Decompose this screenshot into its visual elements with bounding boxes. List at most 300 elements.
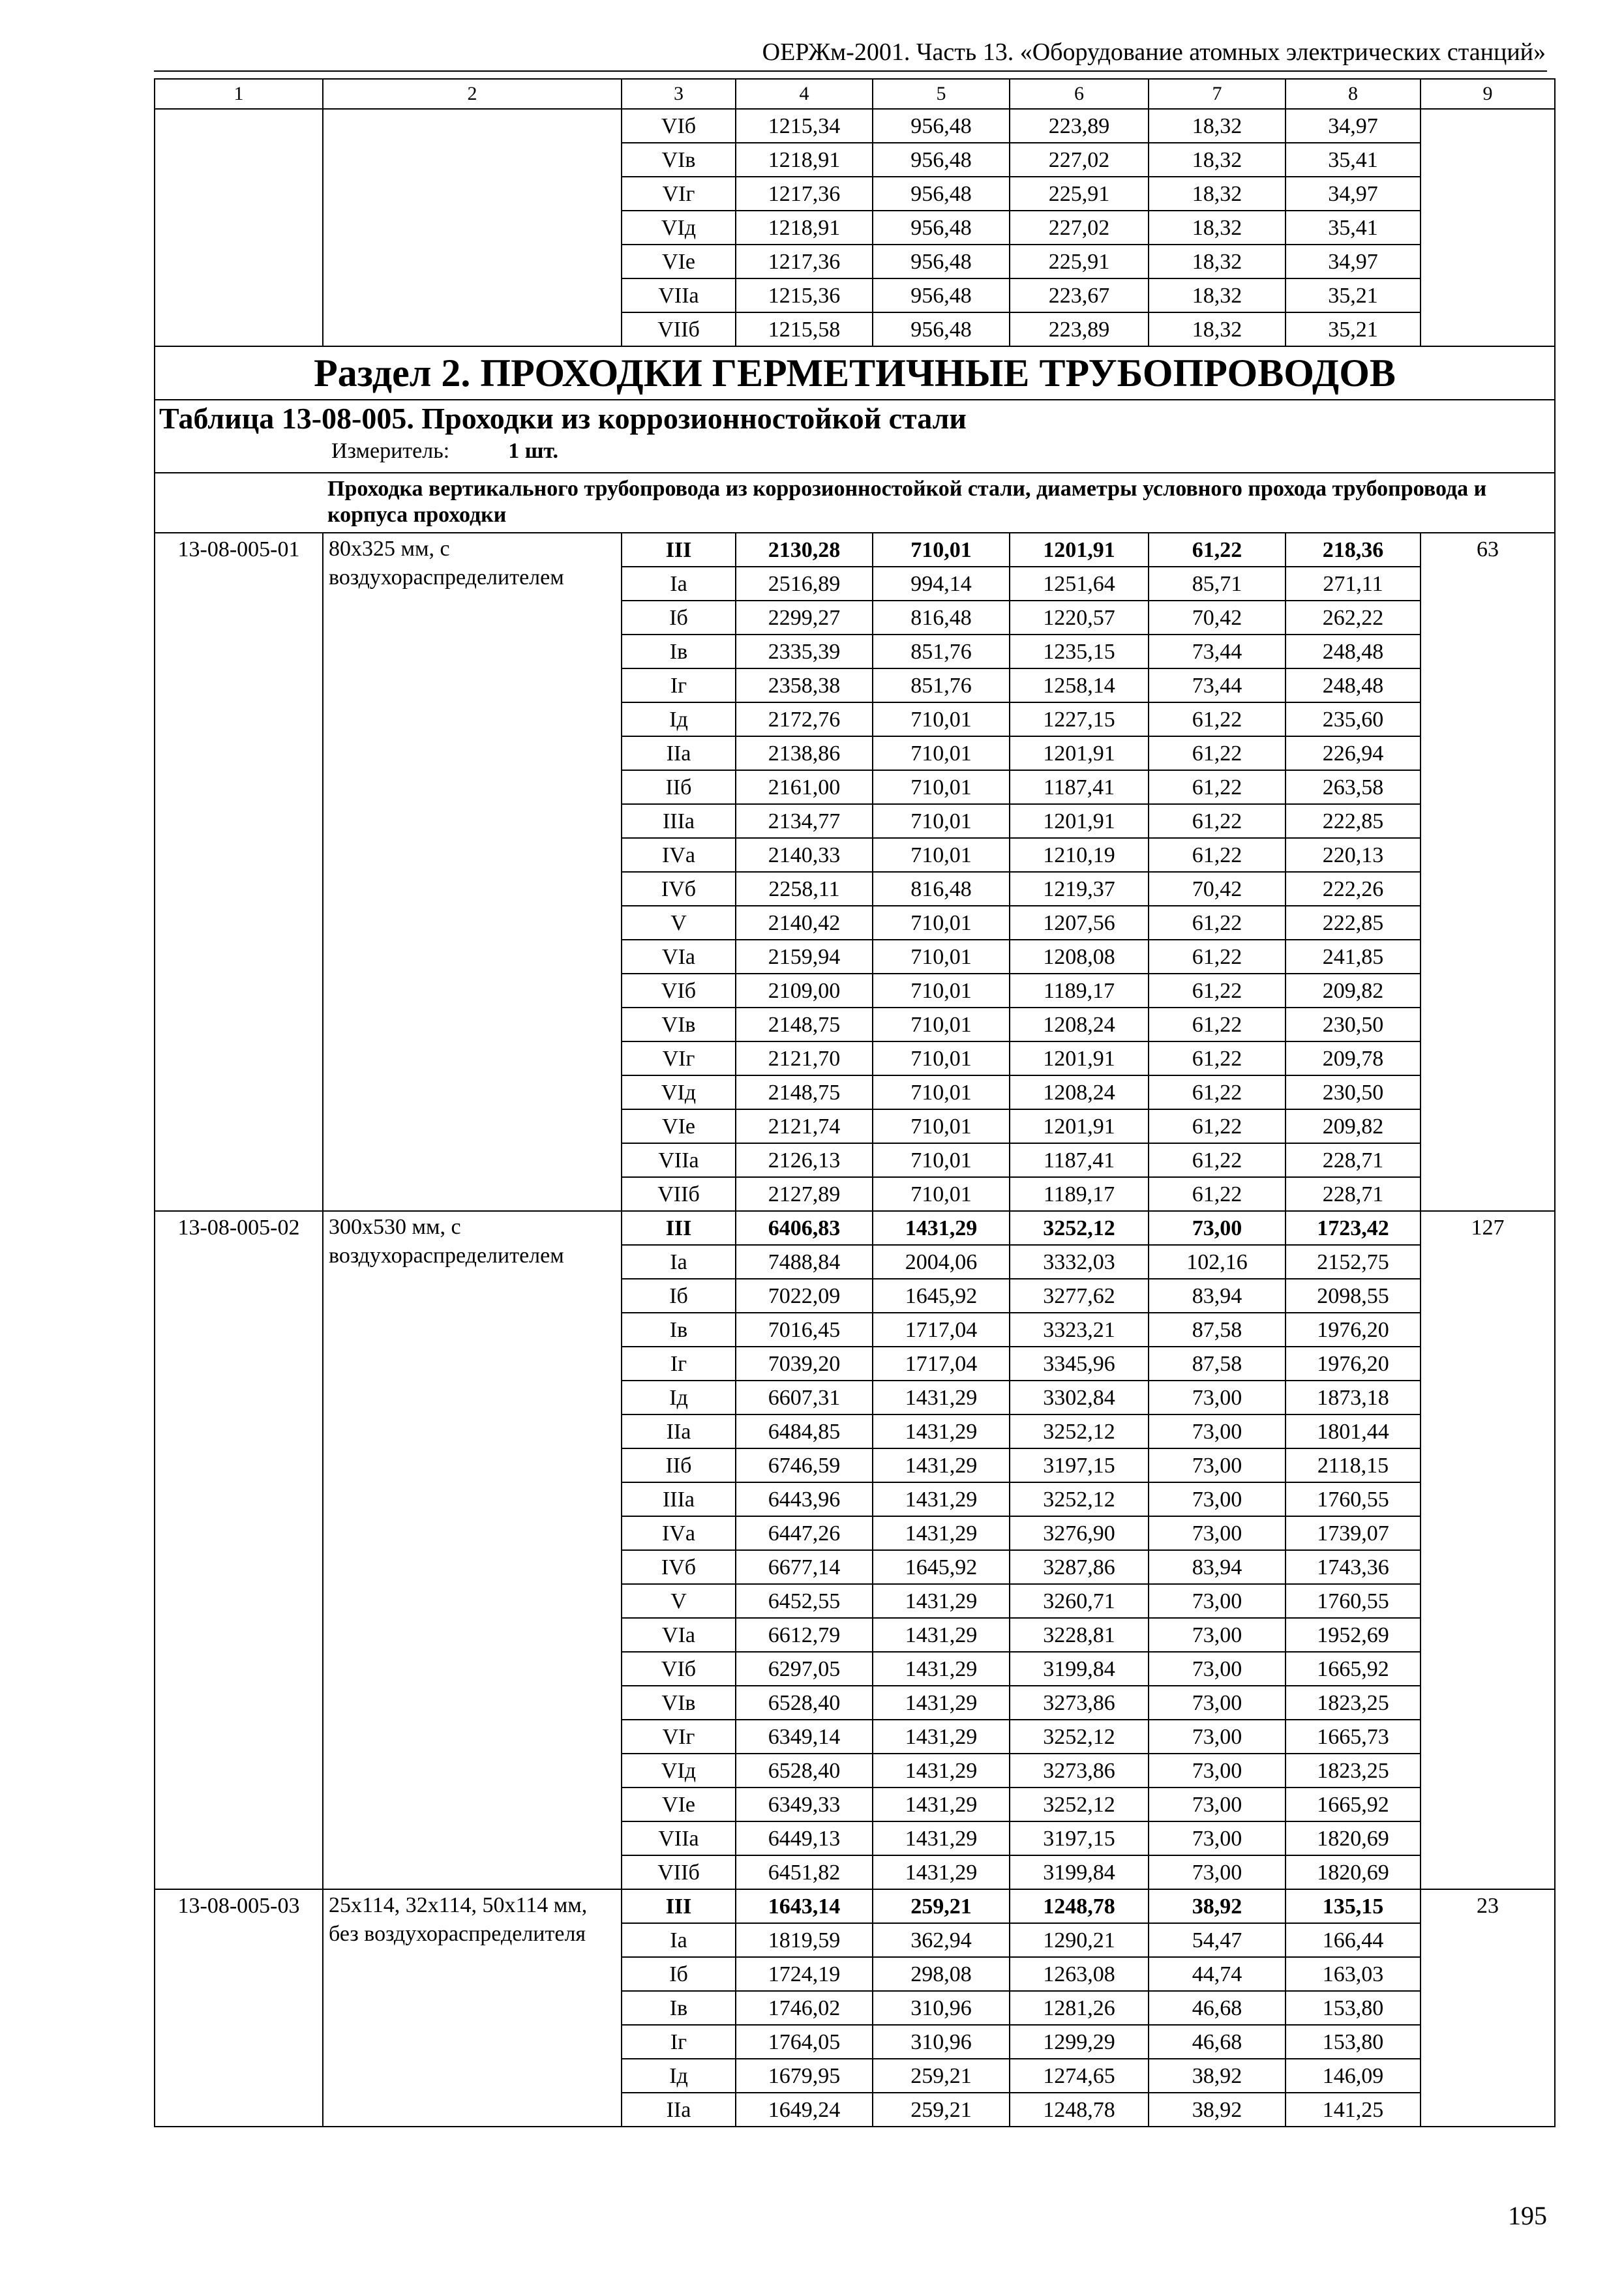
- value-cell: 61,22: [1149, 1143, 1286, 1177]
- value-cell: 310,96: [873, 1991, 1010, 2025]
- value-cell: 2121,74: [736, 1109, 873, 1143]
- zone-cell: Iа: [622, 567, 736, 601]
- value-cell: 1215,36: [736, 278, 873, 312]
- value-cell: 6452,55: [736, 1584, 873, 1618]
- count-cell: 23: [1421, 1889, 1555, 2127]
- value-cell: 3228,81: [1010, 1618, 1149, 1652]
- value-cell: 2127,89: [736, 1177, 873, 1211]
- value-cell: 956,48: [873, 211, 1010, 245]
- zone-cell: VIд: [622, 1075, 736, 1109]
- column-number: 5: [873, 79, 1010, 109]
- zone-cell: VIб: [622, 974, 736, 1008]
- value-cell: 1431,29: [873, 1618, 1010, 1652]
- value-cell: 1263,08: [1010, 1957, 1149, 1991]
- value-cell: 710,01: [873, 770, 1010, 804]
- value-cell: 1251,64: [1010, 567, 1149, 601]
- value-cell: 73,00: [1149, 1516, 1286, 1550]
- value-cell: 710,01: [873, 736, 1010, 770]
- value-cell: 6607,31: [736, 1381, 873, 1414]
- value-cell: 1201,91: [1010, 804, 1149, 838]
- column-number: 3: [622, 79, 736, 109]
- value-cell: 227,02: [1010, 211, 1149, 245]
- zone-cell: III: [622, 533, 736, 567]
- value-cell: 7022,09: [736, 1279, 873, 1313]
- table-title-cell: [155, 400, 1555, 473]
- value-cell: 218,36: [1286, 533, 1421, 567]
- value-cell: 209,82: [1286, 974, 1421, 1008]
- zone-cell: VIе: [622, 245, 736, 278]
- value-cell: 1431,29: [873, 1754, 1010, 1788]
- zone-cell: IVб: [622, 1550, 736, 1584]
- value-cell: 3199,84: [1010, 1855, 1149, 1889]
- table-title: Таблица 13-08-005. Проходки из коррозионностойкой стали: [159, 402, 967, 435]
- value-cell: 61,22: [1149, 1177, 1286, 1211]
- zone-cell: IIб: [622, 1448, 736, 1482]
- value-cell: 2335,39: [736, 635, 873, 668]
- value-cell: 2172,76: [736, 702, 873, 736]
- value-cell: 7016,45: [736, 1313, 873, 1347]
- description-row: [155, 473, 1555, 533]
- value-cell: 1290,21: [1010, 1923, 1149, 1957]
- value-cell: 262,22: [1286, 601, 1421, 635]
- zone-cell: III: [622, 1889, 736, 1923]
- value-cell: 228,71: [1286, 1177, 1421, 1211]
- zone-cell: IIб: [622, 770, 736, 804]
- value-cell: 2258,11: [736, 872, 873, 906]
- table-row: [155, 1889, 1555, 1923]
- value-cell: 7488,84: [736, 1245, 873, 1279]
- value-cell: 259,21: [873, 2059, 1010, 2093]
- value-cell: 3273,86: [1010, 1754, 1149, 1788]
- zone-cell: Iд: [622, 2059, 736, 2093]
- code-cell: 13-08-005-02: [155, 1211, 323, 1889]
- value-cell: 1215,34: [736, 109, 873, 143]
- value-cell: 1258,14: [1010, 668, 1149, 702]
- value-cell: 2152,75: [1286, 1245, 1421, 1279]
- value-cell: 44,74: [1149, 1957, 1286, 1991]
- value-cell: 362,94: [873, 1923, 1010, 1957]
- description: Проходка вертикального трубопровода из коррозионностойкой стали, диаметры условного прохода трубопровода и корпуса проходки: [155, 473, 1555, 533]
- value-cell: 222,85: [1286, 906, 1421, 940]
- zone-cell: IVа: [622, 838, 736, 872]
- value-cell: 248,48: [1286, 668, 1421, 702]
- value-cell: 710,01: [873, 1008, 1010, 1041]
- value-cell: 46,68: [1149, 1991, 1286, 2025]
- value-cell: 1217,36: [736, 245, 873, 278]
- value-cell: 73,00: [1149, 1652, 1286, 1686]
- value-cell: 310,96: [873, 2025, 1010, 2059]
- value-cell: 83,94: [1149, 1279, 1286, 1313]
- value-cell: 1248,78: [1010, 2093, 1149, 2127]
- value-cell: 2148,75: [736, 1008, 873, 1041]
- value-cell: 1431,29: [873, 1584, 1010, 1618]
- value-cell: 3345,96: [1010, 1347, 1149, 1381]
- value-cell: 73,44: [1149, 635, 1286, 668]
- value-cell: 18,32: [1149, 143, 1286, 177]
- name-cell: 80х325 мм, с воздухораспределителем: [323, 533, 622, 1211]
- value-cell: 259,21: [873, 2093, 1010, 2127]
- value-cell: 61,22: [1149, 906, 1286, 940]
- value-cell: 1431,29: [873, 1855, 1010, 1889]
- value-cell: 46,68: [1149, 2025, 1286, 2059]
- zone-cell: Iд: [622, 1381, 736, 1414]
- value-cell: 6443,96: [736, 1482, 873, 1516]
- value-cell: 3323,21: [1010, 1313, 1149, 1347]
- value-cell: 3276,90: [1010, 1516, 1149, 1550]
- value-cell: 271,11: [1286, 567, 1421, 601]
- value-cell: 6484,85: [736, 1414, 873, 1448]
- value-cell: 230,50: [1286, 1075, 1421, 1109]
- name-cell: 25х114, 32х114, 50х114 мм, без воздухораспределителя: [323, 1889, 622, 2127]
- value-cell: 1281,26: [1010, 1991, 1149, 2025]
- zone-cell: VIIа: [622, 278, 736, 312]
- value-cell: 225,91: [1010, 177, 1149, 211]
- value-cell: 1643,14: [736, 1889, 873, 1923]
- value-cell: 220,13: [1286, 838, 1421, 872]
- value-cell: 73,00: [1149, 1788, 1286, 1821]
- value-cell: 1823,25: [1286, 1754, 1421, 1788]
- value-cell: 1431,29: [873, 1482, 1010, 1516]
- value-cell: 153,80: [1286, 1991, 1421, 2025]
- value-cell: 35,41: [1286, 143, 1421, 177]
- unit-value: 1 шт.: [508, 439, 559, 463]
- value-cell: 248,48: [1286, 635, 1421, 668]
- value-cell: 710,01: [873, 1075, 1010, 1109]
- value-cell: 35,41: [1286, 211, 1421, 245]
- value-cell: 6349,14: [736, 1720, 873, 1754]
- column-number: 7: [1149, 79, 1286, 109]
- value-cell: 227,02: [1010, 143, 1149, 177]
- value-cell: 1431,29: [873, 1211, 1010, 1245]
- value-cell: 73,00: [1149, 1482, 1286, 1516]
- zone-cell: Iд: [622, 702, 736, 736]
- value-cell: 73,00: [1149, 1754, 1286, 1788]
- value-cell: 34,97: [1286, 109, 1421, 143]
- value-cell: 710,01: [873, 838, 1010, 872]
- value-cell: 61,22: [1149, 702, 1286, 736]
- zone-cell: VIа: [622, 1618, 736, 1652]
- value-cell: 35,21: [1286, 312, 1421, 346]
- value-cell: 3197,15: [1010, 1448, 1149, 1482]
- value-cell: 241,85: [1286, 940, 1421, 974]
- value-cell: 1189,17: [1010, 1177, 1149, 1211]
- value-cell: 3252,12: [1010, 1211, 1149, 1245]
- zone-cell: IIа: [622, 2093, 736, 2127]
- zone-cell: Iа: [622, 1245, 736, 1279]
- value-cell: 222,26: [1286, 872, 1421, 906]
- value-cell: 710,01: [873, 906, 1010, 940]
- value-cell: 1431,29: [873, 1788, 1010, 1821]
- value-cell: 3287,86: [1010, 1550, 1149, 1584]
- value-cell: 146,09: [1286, 2059, 1421, 2093]
- zone-cell: VIв: [622, 143, 736, 177]
- value-cell: 38,92: [1149, 2059, 1286, 2093]
- value-cell: 6528,40: [736, 1754, 873, 1788]
- value-cell: 1717,04: [873, 1347, 1010, 1381]
- value-cell: 1952,69: [1286, 1618, 1421, 1652]
- value-cell: 166,44: [1286, 1923, 1421, 1957]
- value-cell: 34,97: [1286, 177, 1421, 211]
- zone-cell: Iб: [622, 1957, 736, 1991]
- value-cell: 3273,86: [1010, 1686, 1149, 1720]
- value-cell: 73,00: [1149, 1211, 1286, 1245]
- zone-cell: VIд: [622, 211, 736, 245]
- value-cell: 1724,19: [736, 1957, 873, 1991]
- zone-cell: Iг: [622, 668, 736, 702]
- value-cell: 2121,70: [736, 1041, 873, 1075]
- zone-cell: Iг: [622, 2025, 736, 2059]
- value-cell: 1219,37: [1010, 872, 1149, 906]
- value-cell: 3197,15: [1010, 1821, 1149, 1855]
- value-cell: 2130,28: [736, 533, 873, 567]
- value-cell: 3252,12: [1010, 1788, 1149, 1821]
- code-cell: 13-08-005-03: [155, 1889, 323, 2127]
- zone-cell: IIIа: [622, 1482, 736, 1516]
- value-cell: 61,22: [1149, 1041, 1286, 1075]
- value-cell: 3252,12: [1010, 1482, 1149, 1516]
- value-cell: 710,01: [873, 974, 1010, 1008]
- zone-cell: IVб: [622, 872, 736, 906]
- value-cell: 1679,95: [736, 2059, 873, 2093]
- value-cell: 135,15: [1286, 1889, 1421, 1923]
- value-cell: 18,32: [1149, 245, 1286, 278]
- value-cell: 73,00: [1149, 1448, 1286, 1482]
- value-cell: 1431,29: [873, 1448, 1010, 1482]
- zone-cell: Iа: [622, 1923, 736, 1957]
- value-cell: 6297,05: [736, 1652, 873, 1686]
- value-cell: 1723,42: [1286, 1211, 1421, 1245]
- value-cell: 18,32: [1149, 312, 1286, 346]
- zone-cell: VIг: [622, 1041, 736, 1075]
- zone-cell: VIг: [622, 177, 736, 211]
- value-cell: 1665,73: [1286, 1720, 1421, 1754]
- zone-cell: VIIб: [622, 1855, 736, 1889]
- value-cell: 6447,26: [736, 1516, 873, 1550]
- value-cell: 6677,14: [736, 1550, 873, 1584]
- value-cell: 710,01: [873, 1143, 1010, 1177]
- value-cell: 1431,29: [873, 1381, 1010, 1414]
- value-cell: 3252,12: [1010, 1414, 1149, 1448]
- name-cell: [323, 109, 622, 346]
- column-number: 2: [323, 79, 622, 109]
- value-cell: 1739,07: [1286, 1516, 1421, 1550]
- value-cell: 710,01: [873, 940, 1010, 974]
- value-cell: 1235,15: [1010, 635, 1149, 668]
- value-cell: 230,50: [1286, 1008, 1421, 1041]
- header-rule: [154, 70, 1547, 72]
- value-cell: 1760,55: [1286, 1482, 1421, 1516]
- zone-cell: Iг: [622, 1347, 736, 1381]
- count-cell: 63: [1421, 533, 1555, 1211]
- value-cell: 3277,62: [1010, 1279, 1149, 1313]
- value-cell: 1976,20: [1286, 1313, 1421, 1347]
- value-cell: 54,47: [1149, 1923, 1286, 1957]
- zone-cell: VIв: [622, 1008, 736, 1041]
- value-cell: 956,48: [873, 109, 1010, 143]
- zone-cell: VIв: [622, 1686, 736, 1720]
- zone-cell: VIд: [622, 1754, 736, 1788]
- value-cell: 70,42: [1149, 601, 1286, 635]
- value-cell: 1431,29: [873, 1821, 1010, 1855]
- value-cell: 6528,40: [736, 1686, 873, 1720]
- value-cell: 61,22: [1149, 838, 1286, 872]
- value-cell: 73,00: [1149, 1414, 1286, 1448]
- value-cell: 38,92: [1149, 1889, 1286, 1923]
- value-cell: 85,71: [1149, 567, 1286, 601]
- value-cell: 1207,56: [1010, 906, 1149, 940]
- count-cell: 127: [1421, 1211, 1555, 1889]
- table-title-row: [155, 400, 1555, 473]
- value-cell: 1220,57: [1010, 601, 1149, 635]
- table-row: [155, 1211, 1555, 1245]
- section-row: [155, 346, 1555, 400]
- value-cell: 1299,29: [1010, 2025, 1149, 2059]
- code-cell: 13-08-005-01: [155, 533, 323, 1211]
- value-cell: 61,22: [1149, 533, 1286, 567]
- value-cell: 3332,03: [1010, 1245, 1149, 1279]
- zone-cell: VIе: [622, 1109, 736, 1143]
- value-cell: 2358,38: [736, 668, 873, 702]
- value-cell: 2159,94: [736, 940, 873, 974]
- value-cell: 102,16: [1149, 1245, 1286, 1279]
- count-cell: [1421, 109, 1555, 346]
- value-cell: 3199,84: [1010, 1652, 1149, 1686]
- zone-cell: Iв: [622, 1991, 736, 2025]
- zone-cell: Iб: [622, 1279, 736, 1313]
- value-cell: 1649,24: [736, 2093, 873, 2127]
- value-cell: 2516,89: [736, 567, 873, 601]
- zone-cell: Iв: [622, 1313, 736, 1347]
- value-cell: 7039,20: [736, 1347, 873, 1381]
- value-cell: 1746,02: [736, 1991, 873, 2025]
- value-cell: 35,21: [1286, 278, 1421, 312]
- value-cell: 73,44: [1149, 668, 1286, 702]
- zone-cell: VIIа: [622, 1143, 736, 1177]
- value-cell: 1208,24: [1010, 1008, 1149, 1041]
- name-cell: 300х530 мм, с воздухораспределителем: [323, 1211, 622, 1889]
- value-cell: 1823,25: [1286, 1686, 1421, 1720]
- zone-cell: IIа: [622, 736, 736, 770]
- value-cell: 956,48: [873, 278, 1010, 312]
- value-cell: 1431,29: [873, 1652, 1010, 1686]
- value-cell: 2098,55: [1286, 1279, 1421, 1313]
- value-cell: 3260,71: [1010, 1584, 1149, 1618]
- section-title: Раздел 2. ПРОХОДКИ ГЕРМЕТИЧНЫЕ ТРУБОПРОВОДОВ: [155, 346, 1555, 400]
- value-cell: 6349,33: [736, 1788, 873, 1821]
- value-cell: 1208,08: [1010, 940, 1149, 974]
- column-number: 1: [155, 79, 323, 109]
- value-cell: 61,22: [1149, 1075, 1286, 1109]
- value-cell: 18,32: [1149, 278, 1286, 312]
- value-cell: 1820,69: [1286, 1855, 1421, 1889]
- value-cell: 1218,91: [736, 143, 873, 177]
- value-cell: 61,22: [1149, 804, 1286, 838]
- value-cell: 710,01: [873, 1041, 1010, 1075]
- value-cell: 73,00: [1149, 1855, 1286, 1889]
- column-number: 6: [1010, 79, 1149, 109]
- zone-cell: VIг: [622, 1720, 736, 1754]
- value-cell: 259,21: [873, 1889, 1010, 1923]
- value-cell: 141,25: [1286, 2093, 1421, 2127]
- column-number-row: [155, 79, 1555, 109]
- value-cell: 1248,78: [1010, 1889, 1149, 1923]
- value-cell: 1201,91: [1010, 1109, 1149, 1143]
- zone-cell: VIIб: [622, 1177, 736, 1211]
- value-cell: 1218,91: [736, 211, 873, 245]
- zone-cell: VIа: [622, 940, 736, 974]
- table-row: [155, 533, 1555, 567]
- value-cell: 87,58: [1149, 1347, 1286, 1381]
- zone-cell: Iб: [622, 601, 736, 635]
- zone-cell: Iв: [622, 635, 736, 668]
- value-cell: 956,48: [873, 312, 1010, 346]
- code-cell: [155, 109, 323, 346]
- value-cell: 2126,13: [736, 1143, 873, 1177]
- value-cell: 1187,41: [1010, 1143, 1149, 1177]
- value-cell: 710,01: [873, 702, 1010, 736]
- value-cell: 209,78: [1286, 1041, 1421, 1075]
- value-cell: 1210,19: [1010, 838, 1149, 872]
- unit-row: [159, 437, 1550, 466]
- value-cell: 1760,55: [1286, 1584, 1421, 1618]
- value-cell: 2118,15: [1286, 1448, 1421, 1482]
- value-cell: 2140,42: [736, 906, 873, 940]
- value-cell: 1201,91: [1010, 533, 1149, 567]
- value-cell: 298,08: [873, 1957, 1010, 1991]
- value-cell: 1764,05: [736, 2025, 873, 2059]
- value-cell: 223,89: [1010, 109, 1149, 143]
- zone-cell: VIе: [622, 1788, 736, 1821]
- value-cell: 1820,69: [1286, 1821, 1421, 1855]
- table-row: [155, 109, 1555, 143]
- value-cell: 61,22: [1149, 1109, 1286, 1143]
- value-cell: 851,76: [873, 668, 1010, 702]
- column-number: 4: [736, 79, 873, 109]
- value-cell: 2140,33: [736, 838, 873, 872]
- value-cell: 222,85: [1286, 804, 1421, 838]
- value-cell: 209,82: [1286, 1109, 1421, 1143]
- value-cell: 73,00: [1149, 1686, 1286, 1720]
- value-cell: 61,22: [1149, 1008, 1286, 1041]
- value-cell: 2148,75: [736, 1075, 873, 1109]
- zone-cell: IVа: [622, 1516, 736, 1550]
- value-cell: 816,48: [873, 601, 1010, 635]
- value-cell: 2004,06: [873, 1245, 1010, 1279]
- value-cell: 1208,24: [1010, 1075, 1149, 1109]
- value-cell: 38,92: [1149, 2093, 1286, 2127]
- unit-label: Измеритель:: [331, 439, 450, 463]
- zone-cell: IIа: [622, 1414, 736, 1448]
- value-cell: 1431,29: [873, 1414, 1010, 1448]
- value-cell: 73,00: [1149, 1821, 1286, 1855]
- value-cell: 61,22: [1149, 974, 1286, 1008]
- zone-cell: VIб: [622, 1652, 736, 1686]
- value-cell: 2299,27: [736, 601, 873, 635]
- value-cell: 816,48: [873, 872, 1010, 906]
- value-cell: 1665,92: [1286, 1788, 1421, 1821]
- zone-cell: VIIб: [622, 312, 736, 346]
- value-cell: 1215,58: [736, 312, 873, 346]
- value-cell: 1431,29: [873, 1686, 1010, 1720]
- zone-cell: V: [622, 906, 736, 940]
- value-cell: 1201,91: [1010, 736, 1149, 770]
- zone-cell: VIб: [622, 109, 736, 143]
- value-cell: 73,00: [1149, 1618, 1286, 1652]
- value-cell: 2161,00: [736, 770, 873, 804]
- value-cell: 1201,91: [1010, 1041, 1149, 1075]
- value-cell: 34,97: [1286, 245, 1421, 278]
- value-cell: 1801,44: [1286, 1414, 1421, 1448]
